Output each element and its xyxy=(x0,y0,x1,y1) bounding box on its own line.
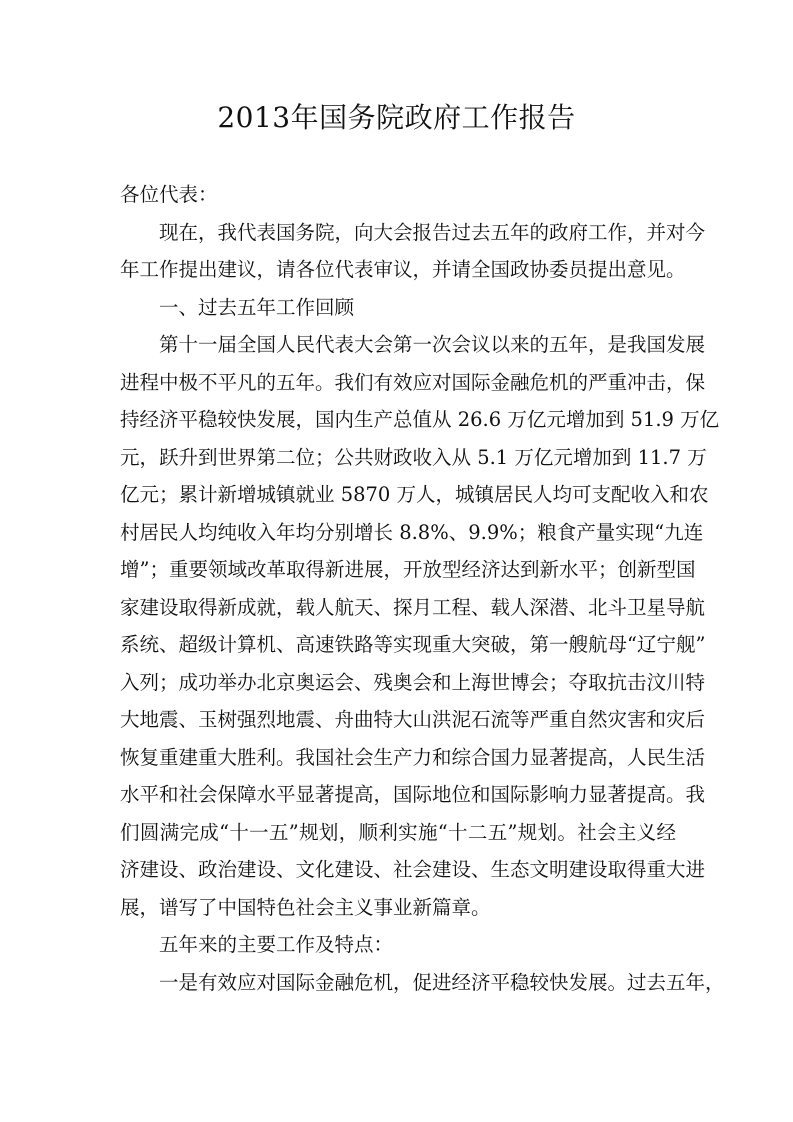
text-line: 村居民人均纯收入年均分别增长 8.8%、9.9%；粮食产量实现“九连 xyxy=(120,520,704,544)
text-line: 一是有效应对国际金融危机，促进经济平稳较快发展。过去五年， xyxy=(159,970,725,994)
text-line: 们圆满完成“十一五”规划，顺利实施“十二五”规划。社会主义经 xyxy=(120,820,676,844)
text-line: 增”；重要领域改革取得新进展，开放型经济达到新水平；创新型国 xyxy=(120,558,696,581)
paragraph xyxy=(120,214,706,289)
text-line: 入列；成功举办北京奥运会、残奥会和上海世博会；夺取抗击汶川特 xyxy=(120,670,706,694)
text-line: 各位代表： xyxy=(120,183,218,206)
text-line: 恢复重建重大胜利。我国社会生产力和综合国力显著提高，人民生活 xyxy=(120,745,706,769)
text-line: 济建设、政治建设、文化建设、社会建设、生态文明建设取得重大进 xyxy=(120,858,706,881)
paragraph xyxy=(120,326,720,926)
text-line: 第十一届全国人民代表大会第一次会议以来的五年，是我国发展 xyxy=(159,333,706,356)
text-line: 年工作提出建议，请各位代表审议，并请全国政协委员提出意见。 xyxy=(120,258,686,281)
paragraph xyxy=(120,289,676,327)
document-title: 2013年国务院政府工作报告 xyxy=(217,101,576,134)
text-line: 大地震、玉树强烈地震、舟曲特大山洪泥石流等严重自然灾害和灾后 xyxy=(120,708,706,731)
text-line: 元，跃升到世界第二位；公共财政收入从 5.1 万亿元增加到 11.7 万 xyxy=(120,445,707,469)
document-body xyxy=(120,176,725,1001)
text-line: 水平和社会保障水平显著提高，国际地位和国际影响力显著提高。我 xyxy=(120,783,706,806)
paragraph xyxy=(120,176,676,214)
text-line: 进程中极不平凡的五年。我们有效应对国际金融危机的严重冲击，保 xyxy=(120,370,706,394)
text-line: 亿元；累计新增城镇就业 5870 万人，城镇居民人均可支配收入和农 xyxy=(120,483,709,506)
text-line: 展，谱写了中国特色社会主义事业新篇章。 xyxy=(120,895,491,919)
paragraph xyxy=(120,926,676,964)
text-line: 一、过去五年工作回顾 xyxy=(159,295,355,319)
text-line: 现在，我代表国务院，向大会报告过去五年的政府工作，并对今 xyxy=(159,220,706,244)
text-line: 系统、超级计算机、高速铁路等实现重大突破，第一艘航母“辽宁舰” xyxy=(120,633,706,656)
text-line: 五年来的主要工作及特点： xyxy=(159,933,394,956)
paragraph xyxy=(120,964,725,1002)
text-line: 持经济平稳较快发展，国内生产总值从 26.6 万亿元增加到 51.9 万亿 xyxy=(120,408,720,431)
text-line: 家建设取得新成就，载人航天、探月工程、载人深潜、北斗卫星导航 xyxy=(120,595,706,619)
